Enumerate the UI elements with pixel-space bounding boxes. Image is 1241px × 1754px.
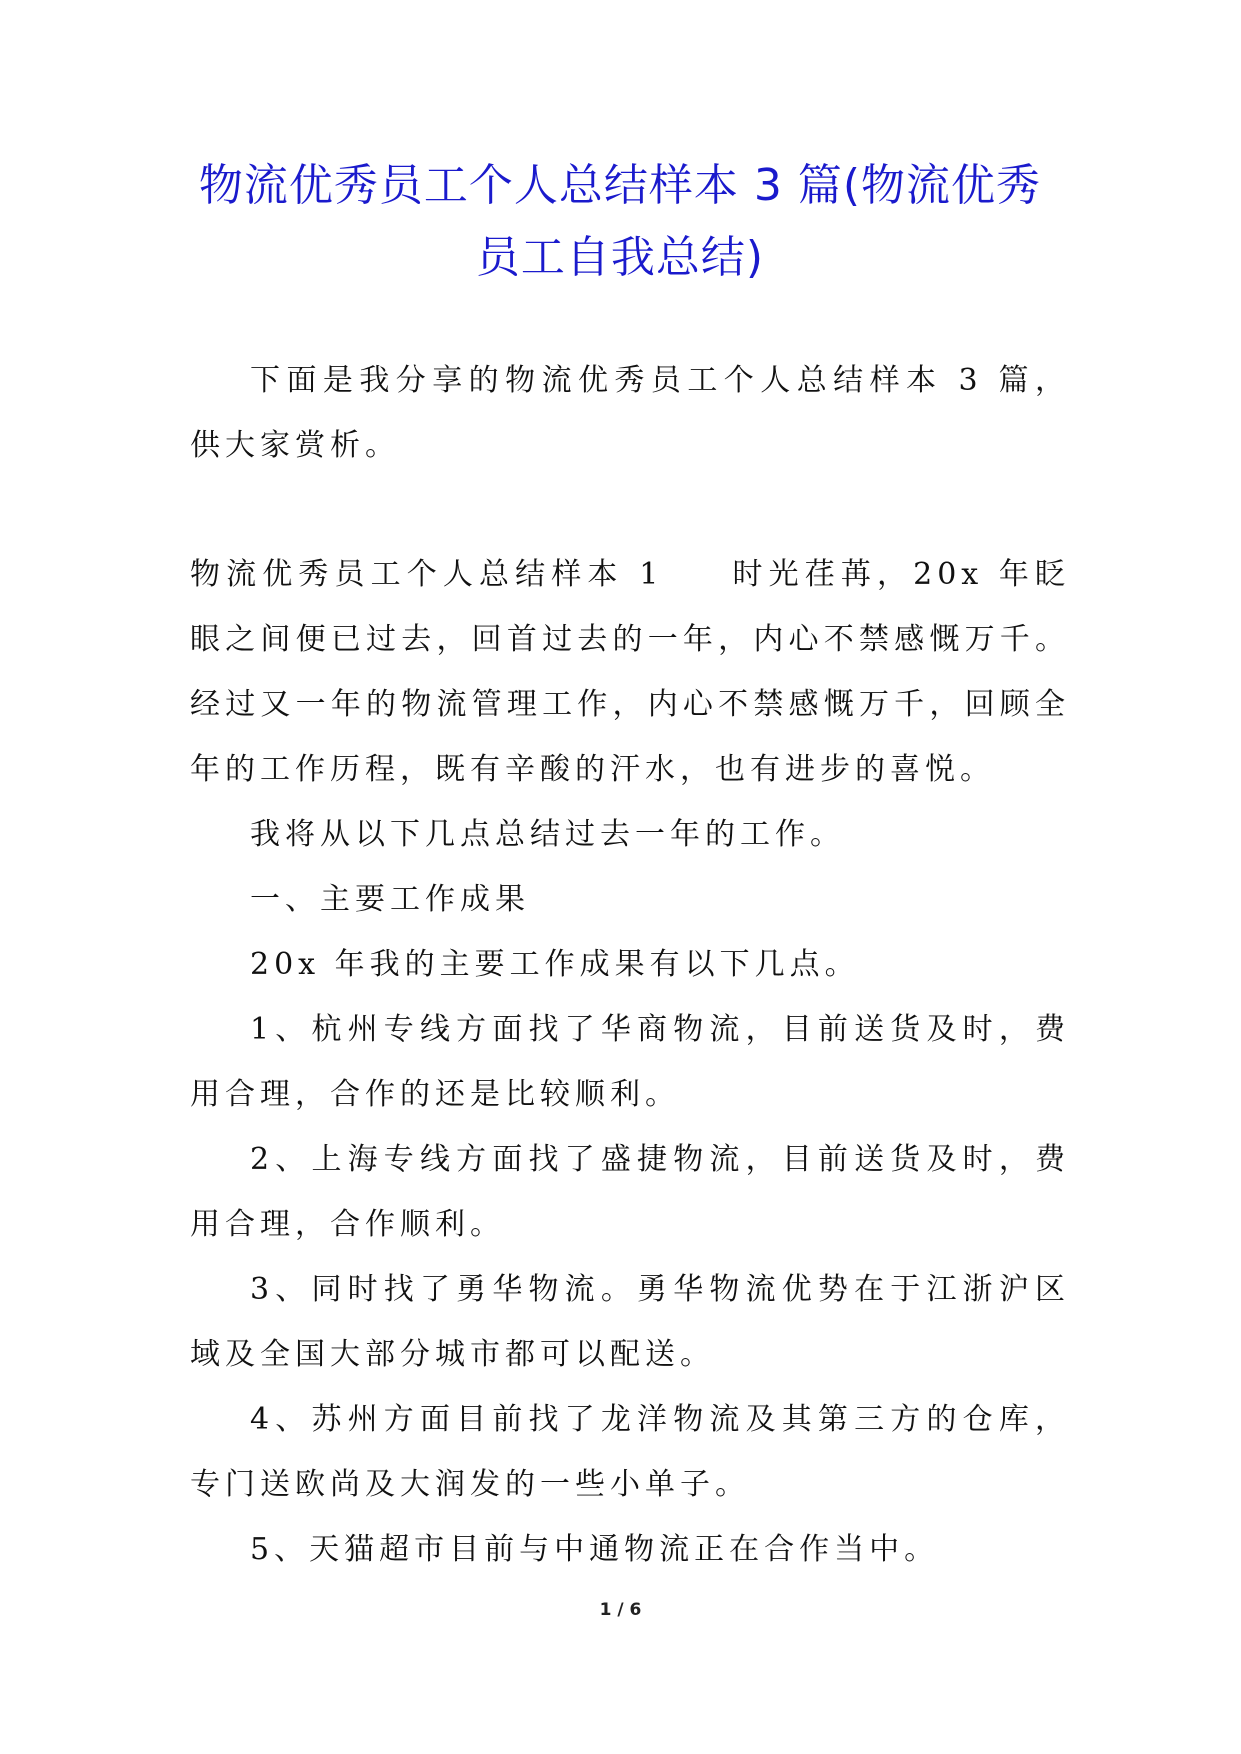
sample-first-paragraph	[190, 542, 1070, 802]
intro-paragraph: 下面是我分享的物流优秀员工个人总结样本 3 篇，供大家赏析。	[190, 363, 1070, 463]
paragraph-results-intro: 20x 年我的主要工作成果有以下几点。	[250, 947, 860, 982]
paragraph-summary-intro: 我将从以下几点总结过去一年的工作。	[250, 817, 845, 852]
paragraph-item-1: 1、杭州专线方面找了华商物流，目前送货及时，费用合理，合作的还是比较顺利。	[190, 1012, 1070, 1112]
paragraph-section-heading: 一、主要工作成果	[250, 882, 530, 917]
document-title	[150, 150, 1090, 294]
paragraph-item-4: 4、苏州方面目前找了龙洋物流及其第三方的仓库，专门送欧尚及大润发的一些小单子。	[190, 1402, 1070, 1502]
title-line-1: 物流优秀员工个人总结样本 3 篇(物流优秀	[198, 160, 1042, 211]
content-paragraphs	[190, 802, 1070, 1582]
paragraph-item-2: 2、上海专线方面找了盛捷物流，目前送货及时，费用合理，合作顺利。	[190, 1142, 1070, 1242]
page-number: 1 / 6	[599, 1600, 642, 1620]
paragraph-item-5: 5、天猫超市目前与中通物流正在合作当中。	[250, 1532, 940, 1567]
title-line-2: 员工自我总结)	[475, 232, 765, 283]
sample-first-text: 时光荏苒，20x 年眨眼之间便已过去，回首过去的一年，内心不禁感慨万千。经过又一年的物流管理工作，内心不禁感慨万千，回顾全年的工作历程，既有辛酸的汗水，也有进步的喜悦。	[190, 557, 1070, 787]
paragraph-item-3: 3、同时找了勇华物流。勇华物流优势在于江浙沪区域及全国大部分城市都可以配送。	[190, 1272, 1070, 1372]
sample-heading: 物流优秀员工个人总结样本 1	[190, 557, 664, 592]
